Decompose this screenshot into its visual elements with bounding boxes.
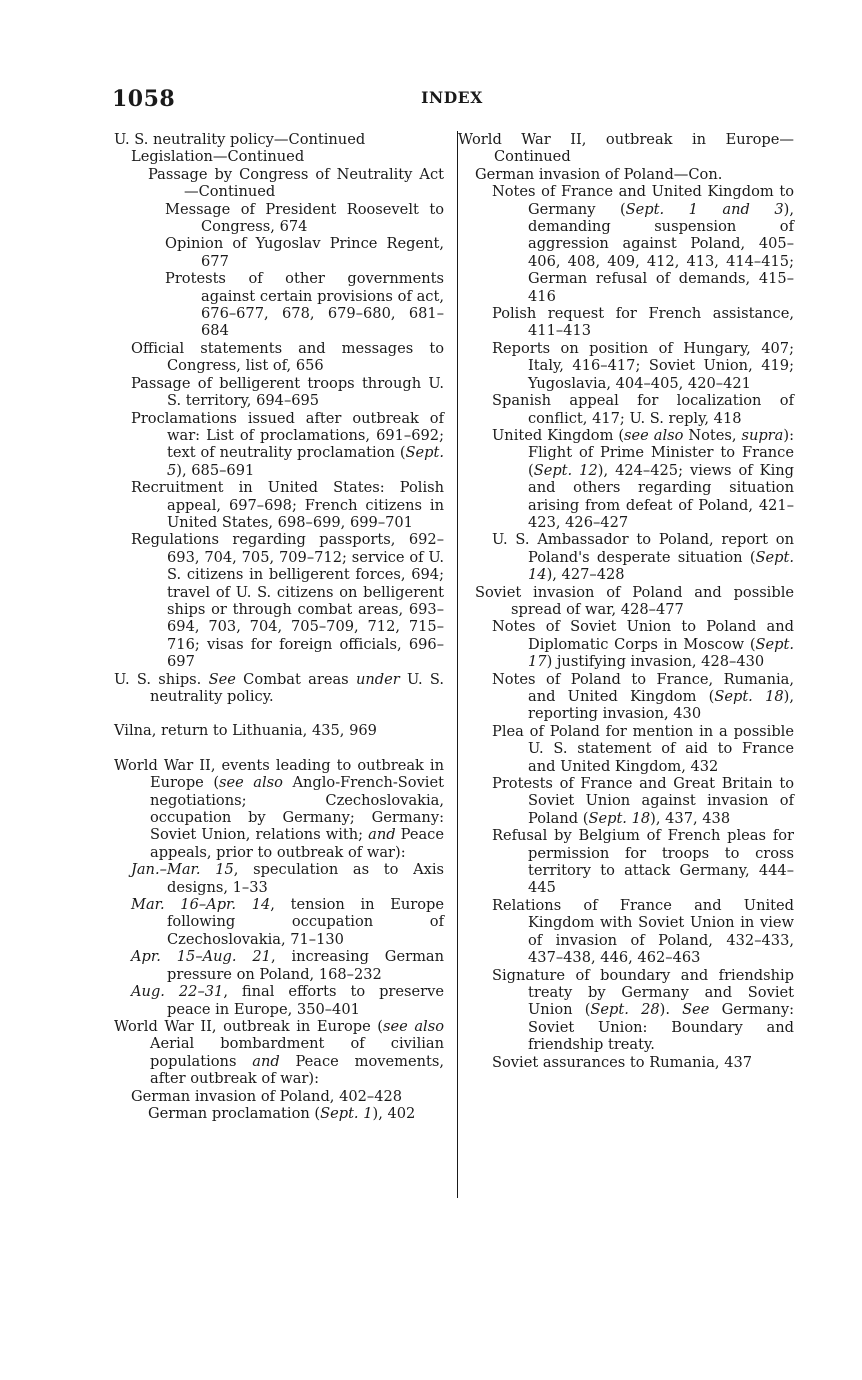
- index-entry: United Kingdom (see also Notes, supra): Flight of Prime Minister to France (Sept. 12), 424–425; views of King and others regarding situation arising from defeat of Poland, 421–423, 426–427: [492, 426, 794, 531]
- index-entry: U. S. Ambassador to Poland, report on Poland's desperate situation (Sept. 14), 427–428: [492, 531, 794, 584]
- index-entry: World War II, outbreak in Europe—Continued: [458, 131, 794, 166]
- index-entry: Proclamations issued after outbreak of war: List of proclamations, 691–692; text of neutrality proclamation (Sept. 5), 685–691: [131, 409, 444, 479]
- index-entry: Recruitment in United States: Polish appeal, 697–698; French citizens in United States, 698–699, 699–701: [131, 479, 444, 531]
- index-entry: U. S. ships. See Combat areas under U. S. neutrality policy.: [114, 670, 444, 705]
- index-entry: Passage by Congress of Neutrality Act—Continued: [148, 165, 444, 201]
- index-entry: Apr. 15–Aug. 21, increasing German pressure on Poland, 168–232: [131, 948, 445, 983]
- index-entry: German invasion of Poland—Con.: [475, 165, 723, 183]
- index-entry: Notes of France and United Kingdom to Germany (Sept. 1 and 3), demanding suspension of aggression against Poland, 405–406, 408, 409, 412, 413, 414–415; German refusal of demands, 415–416: [492, 183, 794, 305]
- index-entry: Signature of boundary and friendship treaty by Germany and Soviet Union (Sept. 28). See Germany: Soviet Union: Boundary and friendship treaty.: [492, 966, 794, 1054]
- index-entry: Relations of France and United Kingdom with Soviet Union in view of invasion of Poland, 432–433, 437–438, 446, 462–463: [492, 896, 794, 967]
- index-entry: Spanish appeal for localization of conflict, 417; U. S. reply, 418: [492, 392, 794, 427]
- index-entry: World War II, events leading to outbreak in Europe (see also Anglo-French-Soviet negotiations; Czechoslovakia, occupation by Germany; Germany: Soviet Union, relations with; and Peace appeals, prior to outbreak of war):: [114, 756, 444, 861]
- index-entry: Aug. 22–31, final efforts to preserve peace in Europe, 350–401: [131, 983, 445, 1018]
- index-entry: Protests of other governments against certain provisions of act, 676–677, 678, 679–680, 681–684: [165, 270, 444, 340]
- index-entry: Jan.–Mar. 15, speculation as to Axis designs, 1–33: [131, 861, 444, 896]
- running-title: INDEX: [421, 88, 483, 107]
- index-entry: Soviet assurances to Rumania, 437: [492, 1053, 753, 1071]
- index-entry: Opinion of Yugoslav Prince Regent, 677: [165, 235, 444, 270]
- index-entry: Refusal by Belgium of French pleas for permission for troops to cross territory to attack Germany, 444–445: [492, 827, 794, 897]
- page-number: 1058: [112, 86, 176, 112]
- page-header: [112, 86, 792, 116]
- index-entry: Notes of Soviet Union to Poland and Diplomatic Corps in Moscow (Sept. 17) justifying invasion, 428–430: [492, 618, 794, 671]
- index-entry: Passage of belligerent troops through U. S. territory, 694–695: [131, 374, 444, 410]
- index-entry: Mar. 16–Apr. 14, tension in Europe following occupation of Czechoslovakia, 71–130: [131, 896, 444, 948]
- index-entry: World War II, outbreak in Europe (see also Aerial bombardment of civilian populations and Peace movements, after outbreak of war):: [114, 1017, 444, 1088]
- index-entry: German proclamation (Sept. 1), 402: [148, 1104, 416, 1122]
- index-column-left: [114, 131, 444, 1122]
- index-entry: Plea of Poland for mention in a possible U. S. statement of aid to France and United Kingdom, 432: [492, 722, 794, 775]
- index-entry: U. S. neutrality policy—Continued: [114, 131, 366, 148]
- index-entry: Regulations regarding passports, 692–693, 704, 705, 709–712; service of U. S. citizens in belligerent forces, 694; travel of U. S. citizens on belligerent ships or through combat areas, 693–694, 703, 704, 705–709, 712, 715–716; visas for foreign officials, 696–697: [131, 531, 444, 671]
- index-entry: Soviet invasion of Poland and possible spread of war, 428–477: [475, 583, 794, 618]
- index-entry: Message of President Roosevelt to Congress, 674: [165, 200, 444, 236]
- index-entry: Reports on position of Hungary, 407; Italy, 416–417; Soviet Union, 419; Yugoslavia, 404–405, 420–421: [492, 339, 794, 392]
- index-entry: Legislation—Continued: [131, 148, 305, 166]
- index-column-right: [458, 131, 794, 1071]
- index-entry: Notes of Poland to France, Rumania, and United Kingdom (Sept. 18), reporting invasion, 430: [492, 670, 794, 723]
- index-entry: Vilna, return to Lithuania, 435, 969: [114, 722, 377, 740]
- index-entry: Polish request for French assistance, 411–413: [492, 305, 794, 340]
- index-entry: German invasion of Poland, 402–428: [131, 1087, 403, 1105]
- index-entry: Official statements and messages to Congress, list of, 656: [131, 339, 444, 375]
- index-entry: Protests of France and Great Britain to Soviet Union against invasion of Poland (Sept. 18), 437, 438: [492, 775, 794, 827]
